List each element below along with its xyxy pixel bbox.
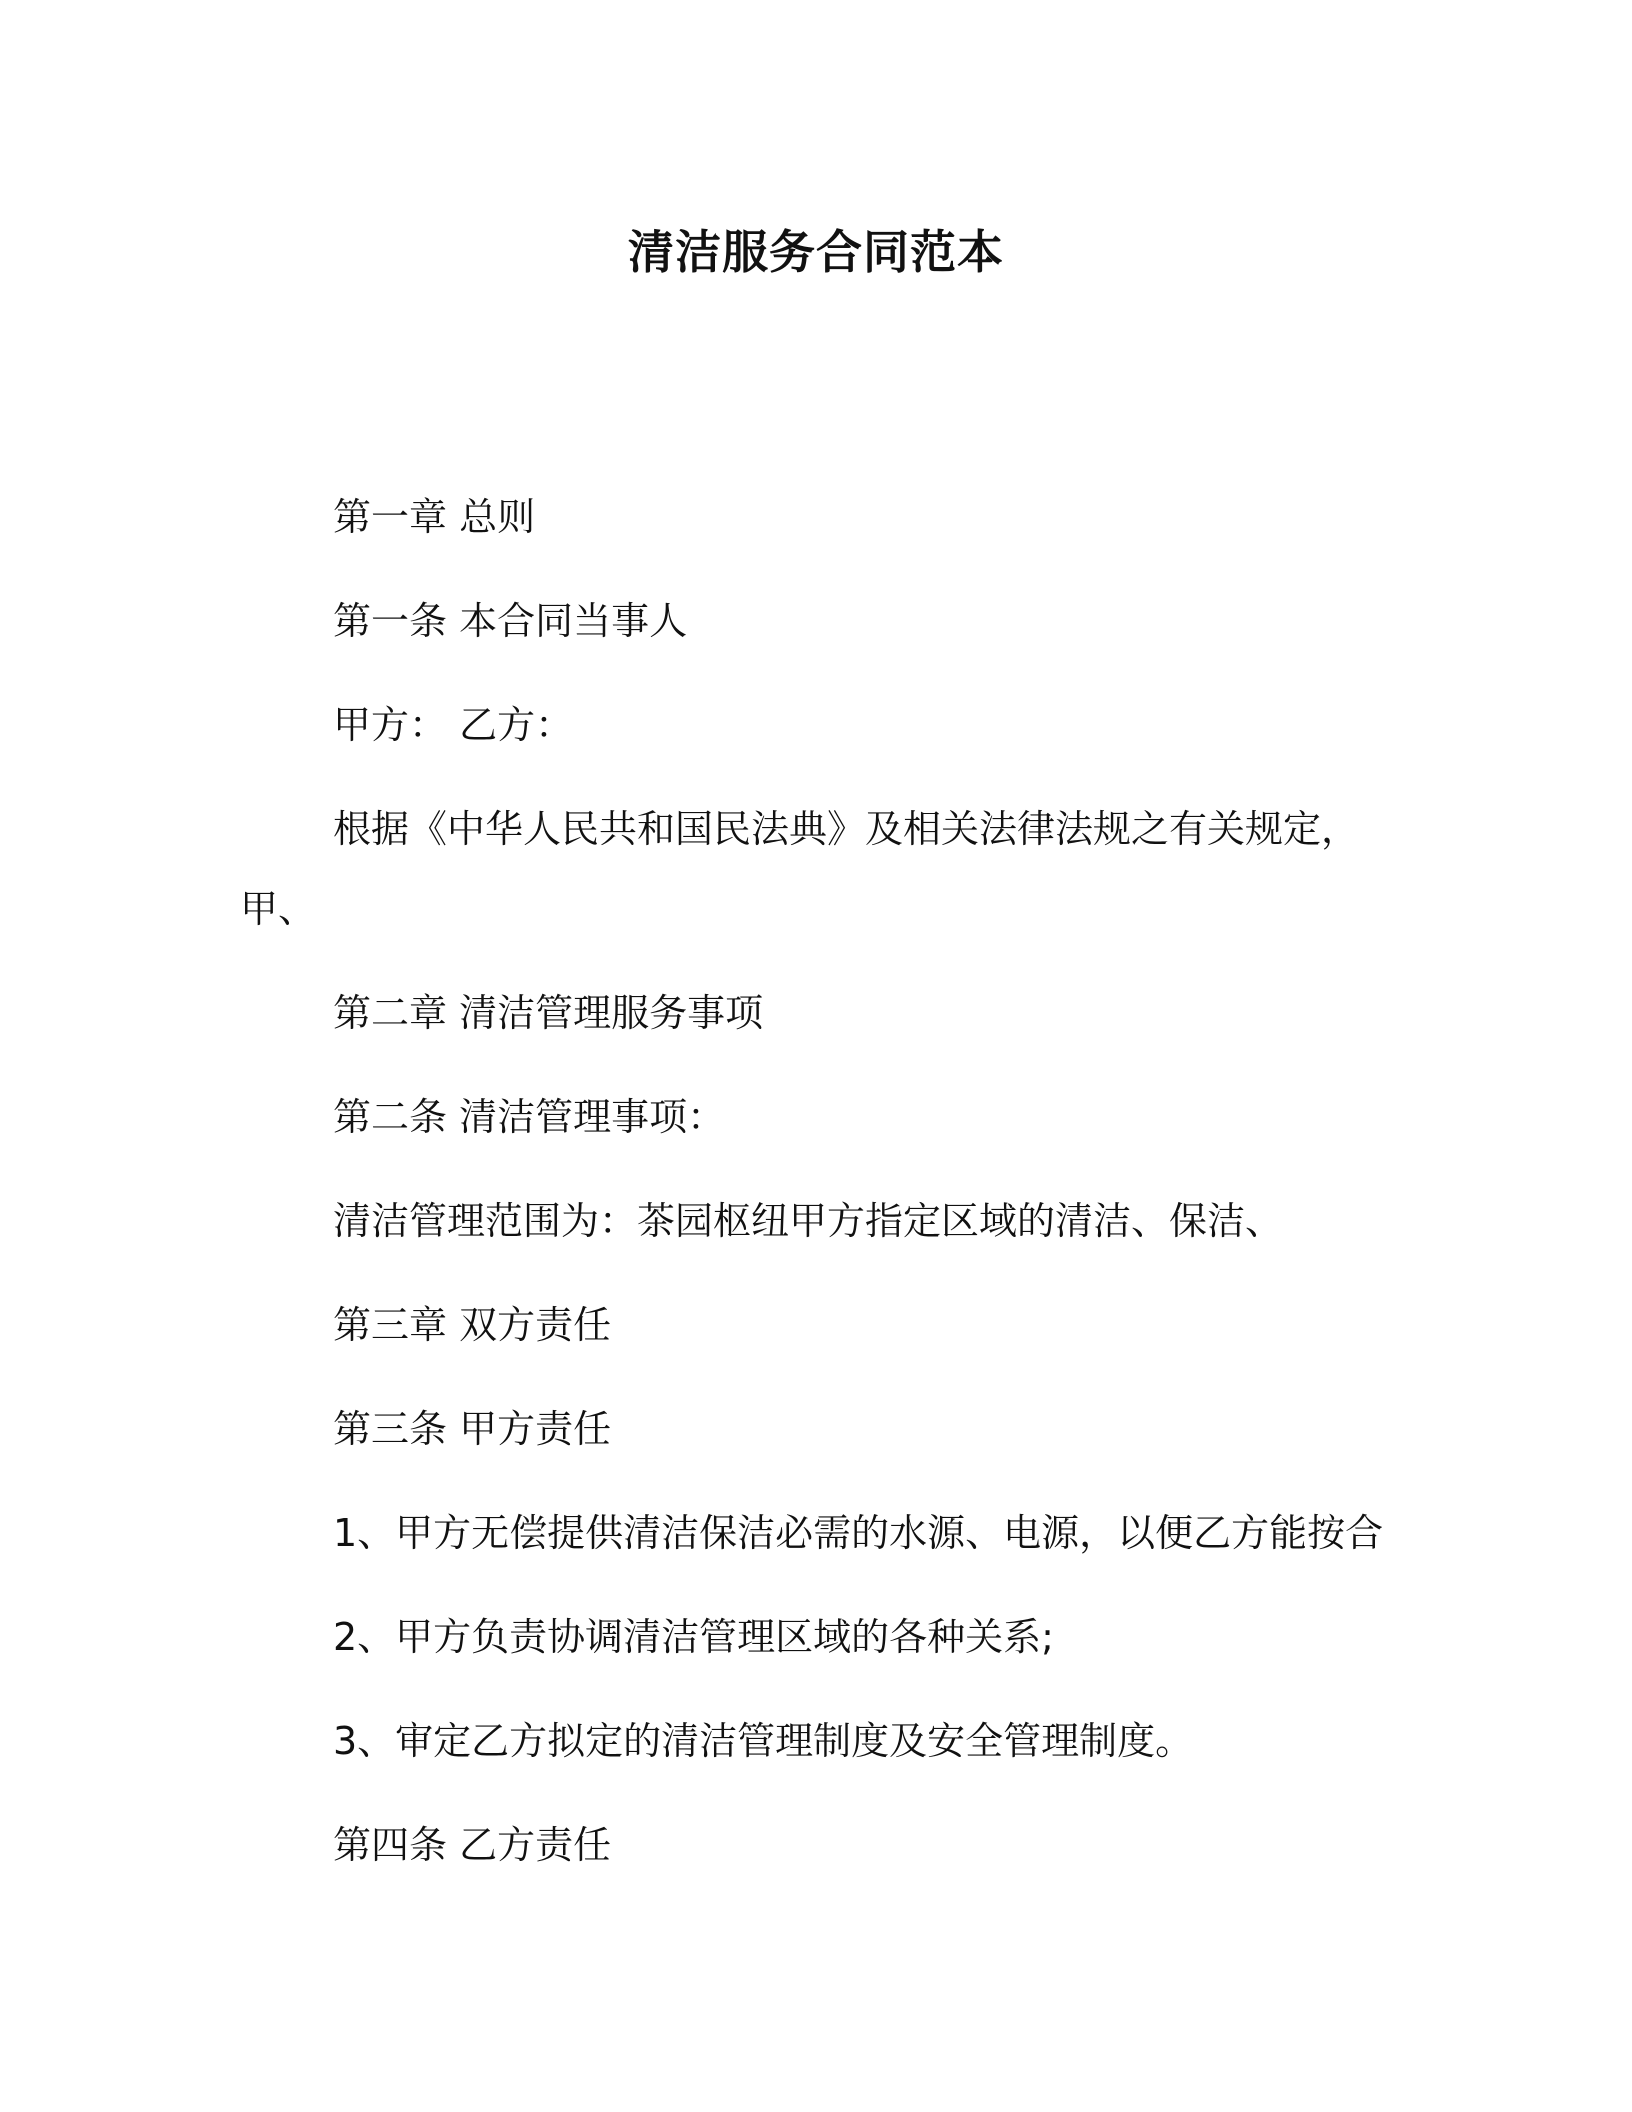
document-title: 清洁服务合同范本 [628, 225, 1004, 279]
party-a-duty-3: 3、审定乙方拟定的清洁管理制度及安全管理制度。 [333, 1719, 1194, 1763]
parties-line: 甲方： 乙方： [333, 703, 574, 747]
chapter-2-heading: 第二章 清洁管理服务事项 [333, 991, 764, 1035]
chapter-3-heading: 第三章 双方责任 [333, 1303, 612, 1347]
party-a-duty-2: 2、甲方负责协调清洁管理区域的各种关系; [333, 1615, 1054, 1659]
party-a-duty-1: 1、甲方无偿提供清洁保洁必需的水源、电源，以便乙方能按合 [333, 1511, 1384, 1555]
article-2-heading: 第二条 清洁管理事项： [333, 1095, 726, 1139]
chapter-1-heading: 第一章 总则 [333, 495, 536, 539]
preamble-line: 根据《中华人民共和国民法典》及相关法律法规之有关规定， [333, 807, 1360, 851]
article-3-heading: 第三条 甲方责任 [333, 1407, 612, 1451]
article-1-heading: 第一条 本合同当事人 [333, 599, 688, 643]
preamble-continuation: 甲、 [240, 887, 317, 931]
cleaning-scope-line: 清洁管理范围为：茶园枢纽甲方指定区域的清洁、保洁、 [333, 1199, 1284, 1243]
article-4-heading: 第四条 乙方责任 [333, 1823, 612, 1867]
